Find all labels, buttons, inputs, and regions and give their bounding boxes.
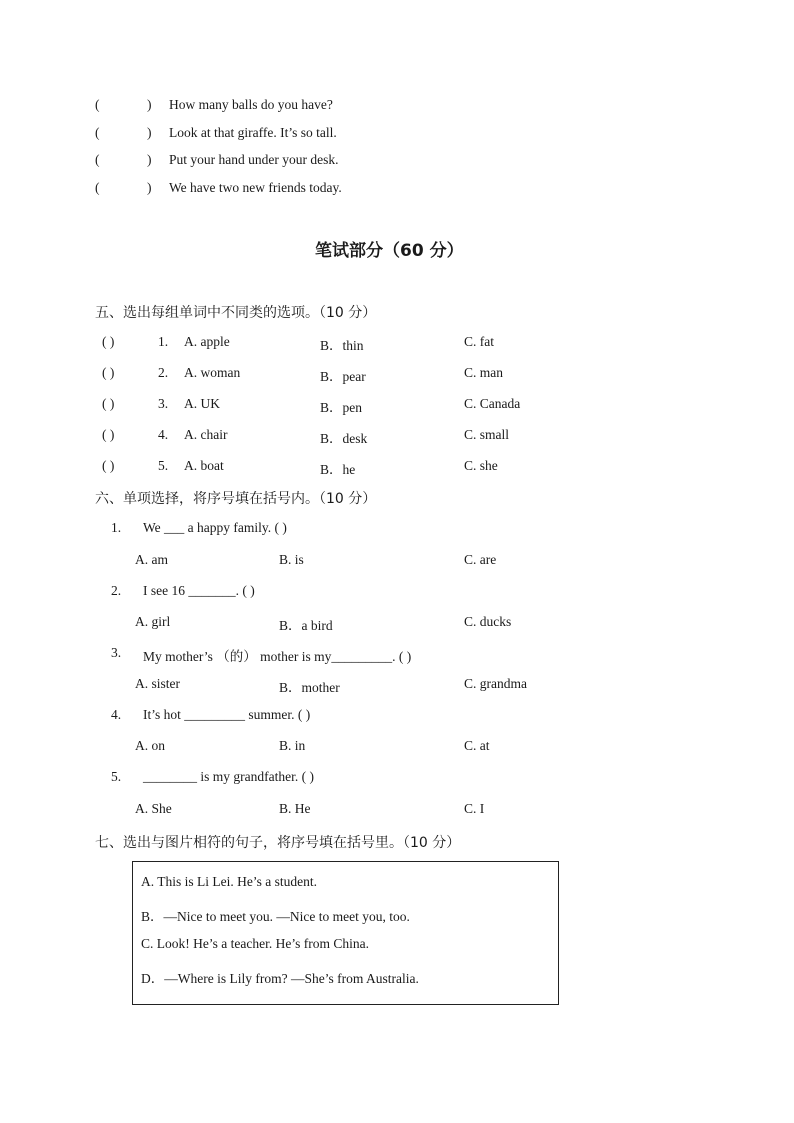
option-c: C. she	[464, 458, 498, 473]
option-a: A. boat	[184, 458, 224, 473]
answer-paren-open: (	[95, 125, 100, 140]
listening-item-text: Look at that giraffe. It’s so tall.	[169, 125, 337, 140]
option-c: C. man	[464, 365, 503, 380]
question-number: 4.	[111, 707, 122, 722]
option-c: C. Canada	[464, 396, 521, 411]
option-a: A. apple	[184, 334, 230, 349]
answer-paren-open: (	[95, 180, 100, 195]
answer-paren: ( )	[102, 427, 115, 442]
option-b: B．a bird	[279, 618, 333, 633]
item-number: 2.	[158, 365, 169, 380]
item-number: 4.	[158, 427, 169, 442]
sentence-option-b: B．—Nice to meet you. —Nice to meet you, too.	[141, 909, 410, 924]
option-c: C. are	[464, 552, 497, 567]
sentence-options-box	[132, 861, 559, 1005]
option-b: B．thin	[320, 338, 364, 353]
option-a: A. girl	[135, 614, 171, 629]
answer-paren-open: (	[95, 152, 100, 167]
listening-item-text: We have two new friends today.	[169, 180, 342, 195]
option-a: A. She	[135, 801, 172, 816]
answer-paren-close: )	[147, 125, 152, 140]
answer-paren-close: )	[147, 180, 152, 195]
option-b: B. is	[279, 552, 304, 567]
question-number: 2.	[111, 583, 122, 598]
option-a: A. woman	[184, 365, 241, 380]
section7-heading: 七、选出与图片相符的句子，将序号填在括号里。（10 分）	[95, 835, 461, 851]
option-a: A. am	[135, 552, 168, 567]
question-number: 5.	[111, 769, 122, 784]
item-number: 5.	[158, 458, 169, 473]
listening-item-text: How many balls do you have?	[169, 97, 333, 112]
question-number: 3.	[111, 645, 122, 660]
section6-heading: 六、单项选择，将序号填在括号内。（10 分）	[95, 491, 377, 507]
question-number: 1.	[111, 520, 122, 535]
question-text: My mother’s （的） mother is my_________. ( )	[143, 649, 412, 664]
answer-paren: ( )	[102, 365, 115, 380]
item-number: 1.	[158, 334, 169, 349]
option-b: B．pen	[320, 400, 362, 415]
option-a: A. chair	[184, 427, 228, 442]
question-text: We ___ a happy family. ( )	[143, 520, 287, 535]
listening-item-text: Put your hand under your desk.	[169, 152, 339, 167]
answer-paren-close: )	[147, 97, 152, 112]
section5-heading: 五、选出每组单词中不同类的选项。（10 分）	[95, 305, 377, 321]
answer-paren: ( )	[102, 396, 115, 411]
question-text: It’s hot _________ summer. ( )	[143, 707, 311, 722]
question-text: I see 16 _______. ( )	[143, 583, 255, 598]
sentence-option-a: A. This is Li Lei. He’s a student.	[141, 874, 317, 889]
option-b: B．pear	[320, 369, 366, 384]
option-a: A. UK	[184, 396, 220, 411]
option-a: A. sister	[135, 676, 180, 691]
answer-paren: ( )	[102, 334, 115, 349]
option-b: B．mother	[279, 680, 340, 695]
option-c: C. I	[464, 801, 485, 816]
option-c: C. small	[464, 427, 510, 442]
option-c: C. ducks	[464, 614, 512, 629]
sentence-option-c: C. Look! He’s a teacher. He’s from China.	[141, 936, 369, 951]
sentence-option-d: D．—Where is Lily from? —She’s from Australia.	[141, 971, 419, 986]
option-a: A. on	[135, 738, 165, 753]
written-part-title: 笔试部分（60 分）	[315, 241, 464, 261]
answer-paren-open: (	[95, 97, 100, 112]
option-c: C. at	[464, 738, 490, 753]
answer-paren-close: )	[147, 152, 152, 167]
item-number: 3.	[158, 396, 169, 411]
option-b: B．desk	[320, 431, 368, 446]
question-text: ________ is my grandfather. ( )	[143, 769, 314, 784]
answer-paren: ( )	[102, 458, 115, 473]
option-b: B．he	[320, 462, 356, 477]
option-b: B. He	[279, 801, 311, 816]
option-c: C. fat	[464, 334, 494, 349]
option-c: C. grandma	[464, 676, 527, 691]
option-b: B. in	[279, 738, 306, 753]
